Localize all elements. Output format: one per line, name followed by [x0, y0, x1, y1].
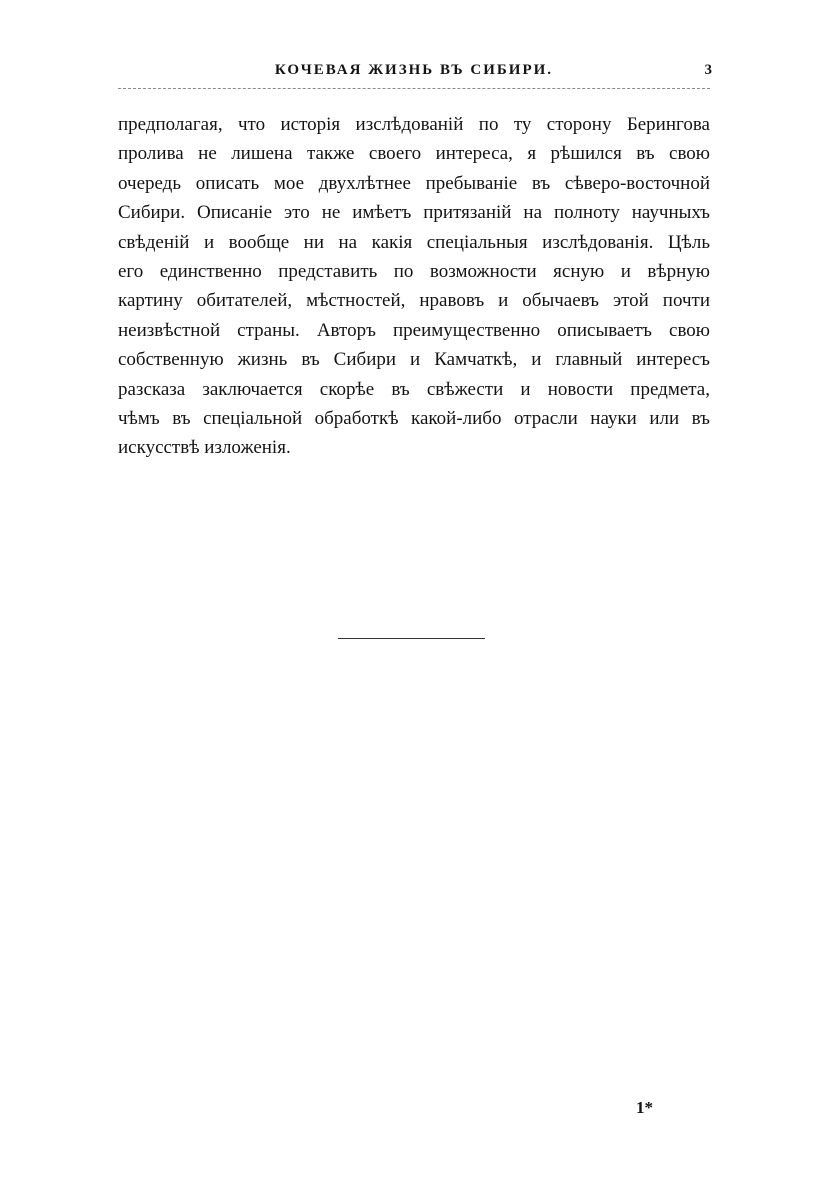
signature-mark: 1*: [636, 1098, 653, 1117]
text-line: Сибири. Описаніе это не имѣетъ притязаній на полноту научныхъ: [118, 202, 710, 224]
header-rule: [118, 88, 710, 89]
text-line: очередь описать мое двухлѣтнее пребываніе въ сѣверо-восточной: [118, 172, 710, 194]
text-line: картину обитателей, мѣстностей, нравовъ и обычаевъ этой почти: [118, 290, 710, 312]
text-line: предполагая, что исторія изслѣдованій по ту сторону Берингова: [118, 114, 710, 135]
text-line: собственную жизнь въ Сибири и Камчаткѣ, и главный интересъ: [118, 349, 710, 371]
text-line: пролива не лишена также своего интереса, я рѣшился въ свою: [118, 143, 710, 165]
running-title: КОЧЕВАЯ ЖИЗНЬ ВЪ СИБИРИ.: [274, 62, 554, 78]
text-line: свѣденій и вообще ни на какія спеціальныя изслѣдованія. Цѣль: [118, 231, 710, 253]
text-line: его единственно представить по возможности ясную и вѣрную: [118, 261, 710, 283]
text-line: разсказа заключается скорѣе въ свѣжести и новости предмета,: [118, 378, 710, 400]
text-line: чѣмъ въ спеціальной обработкѣ какой-либо отрасли науки или въ: [118, 408, 710, 430]
page-number: 3: [704, 62, 712, 78]
text-line: искусствѣ изложенія.: [118, 437, 291, 459]
body-paragraph: [118, 110, 710, 463]
section-end-rule: [338, 638, 485, 639]
text-line: неизвѣстной страны. Авторъ преимущественно описываетъ свою: [118, 319, 710, 341]
running-head: [118, 62, 710, 92]
